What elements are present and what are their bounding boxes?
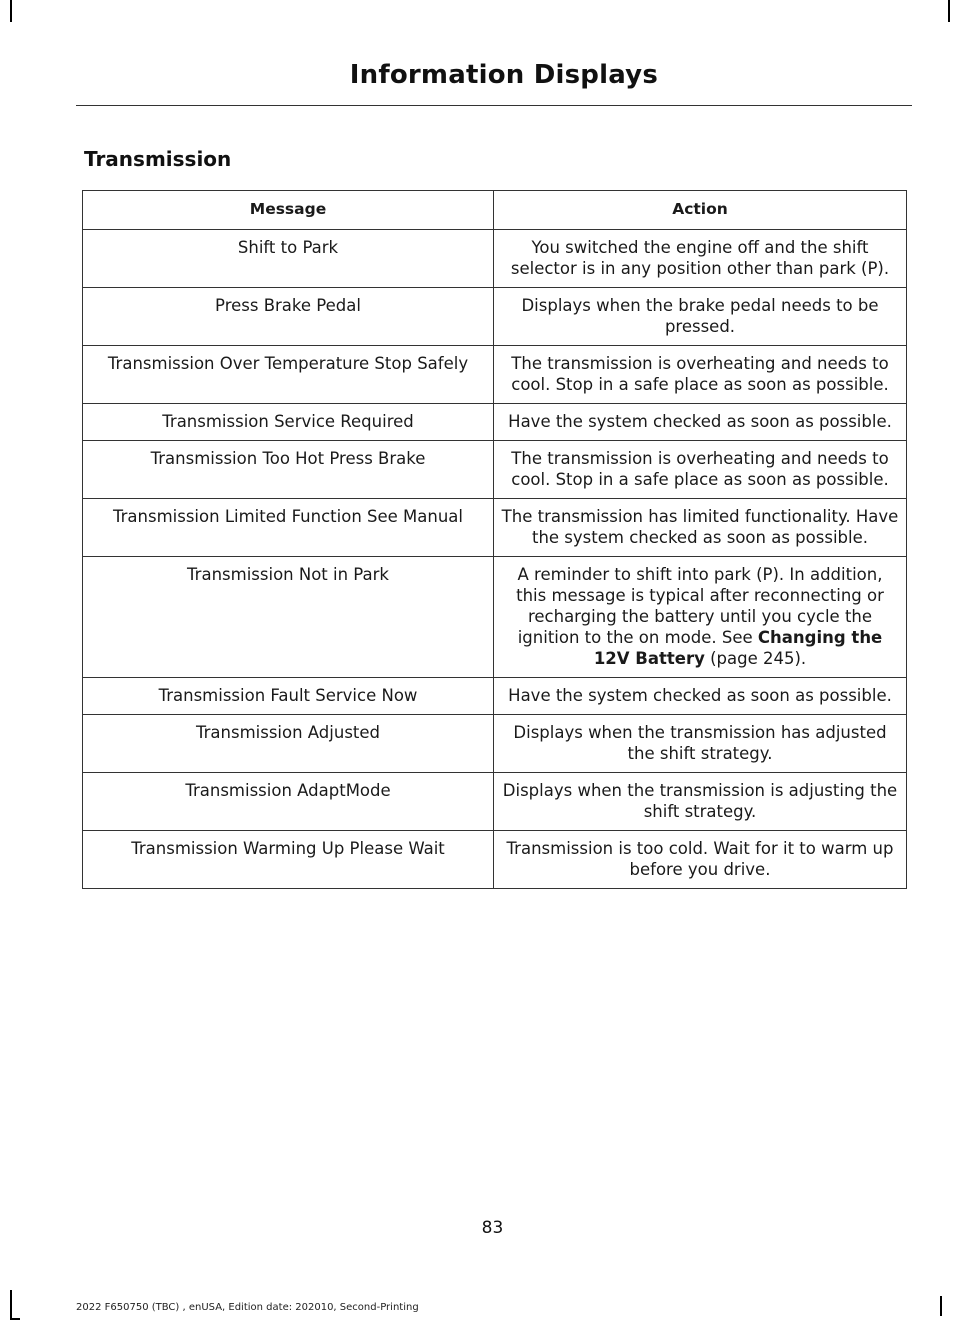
- table-row: [83, 557, 907, 678]
- message-cell: Transmission Service Required: [83, 404, 494, 441]
- action-cell: [494, 557, 907, 678]
- message-cell: Transmission Too Hot Press Brake: [83, 441, 494, 499]
- message-cell: Transmission Over Temperature Stop Safely: [83, 346, 494, 404]
- action-cell: You switched the engine off and the shift selector is in any position other than park (P).: [494, 230, 907, 288]
- action-cell: Displays when the transmission has adjusted the shift strategy.: [494, 715, 907, 773]
- message-cell: Transmission Not in Park: [83, 557, 494, 678]
- page-header-title: Information Displays: [349, 60, 658, 90]
- message-cell: Press Brake Pedal: [83, 288, 494, 346]
- action-cell: The transmission has limited functionality. Have the system checked as soon as possible.: [494, 499, 907, 557]
- action-cell: The transmission is overheating and needs to cool. Stop in a safe place as soon as possible.: [494, 441, 907, 499]
- table-row: [83, 404, 907, 441]
- cross-reference-page: (page 245).: [710, 649, 807, 668]
- crop-mark-bottom-right-v: [940, 1296, 942, 1316]
- column-header-message: Message: [83, 191, 494, 230]
- action-cell: Displays when the transmission is adjusting the shift strategy.: [494, 773, 907, 831]
- header-divider: [76, 105, 912, 106]
- crop-mark-top-left-v: [10, 0, 12, 22]
- message-cell: Transmission Limited Function See Manual: [83, 499, 494, 557]
- message-cell: Transmission Warming Up Please Wait: [83, 831, 494, 889]
- crop-mark-bottom-left-v: [10, 1290, 12, 1320]
- table-header-row: [83, 191, 907, 230]
- action-cell: The transmission is overheating and needs to cool. Stop in a safe place as soon as possible.: [494, 346, 907, 404]
- message-cell: Transmission Fault Service Now: [83, 678, 494, 715]
- crop-mark-top-right-v: [948, 0, 950, 22]
- table-row: [83, 441, 907, 499]
- action-cell: Displays when the brake pedal needs to be pressed.: [494, 288, 907, 346]
- message-cell: Shift to Park: [83, 230, 494, 288]
- table-row: [83, 715, 907, 773]
- table-row: [83, 831, 907, 889]
- message-cell: Transmission Adjusted: [83, 715, 494, 773]
- column-header-action: Action: [494, 191, 907, 230]
- message-table: [82, 190, 907, 889]
- section-heading: Transmission: [84, 147, 232, 171]
- table-row: [83, 499, 907, 557]
- table-row: [83, 773, 907, 831]
- table-row: [83, 346, 907, 404]
- action-cell: Have the system checked as soon as possible.: [494, 678, 907, 715]
- page-number: 83: [481, 1218, 504, 1238]
- table-row: [83, 678, 907, 715]
- action-cell: Have the system checked as soon as possible.: [494, 404, 907, 441]
- crop-mark-bottom-left-h: [10, 1318, 20, 1320]
- action-text: A reminder to shift into park (P). In addition, this message is typical after reconnecting or recharging the battery until you cycle the ignition to the on mode. See: [516, 565, 884, 647]
- cross-reference-link[interactable]: Changing the 12V Battery: [593, 628, 883, 668]
- action-cell: Transmission is too cold. Wait for it to warm up before you drive.: [494, 831, 907, 889]
- message-cell: Transmission AdaptMode: [83, 773, 494, 831]
- edition-footer: 2022 F650750 (TBC) , enUSA, Edition date: 202010, Second-Printing: [76, 1302, 419, 1313]
- table-row: [83, 230, 907, 288]
- table-row: [83, 288, 907, 346]
